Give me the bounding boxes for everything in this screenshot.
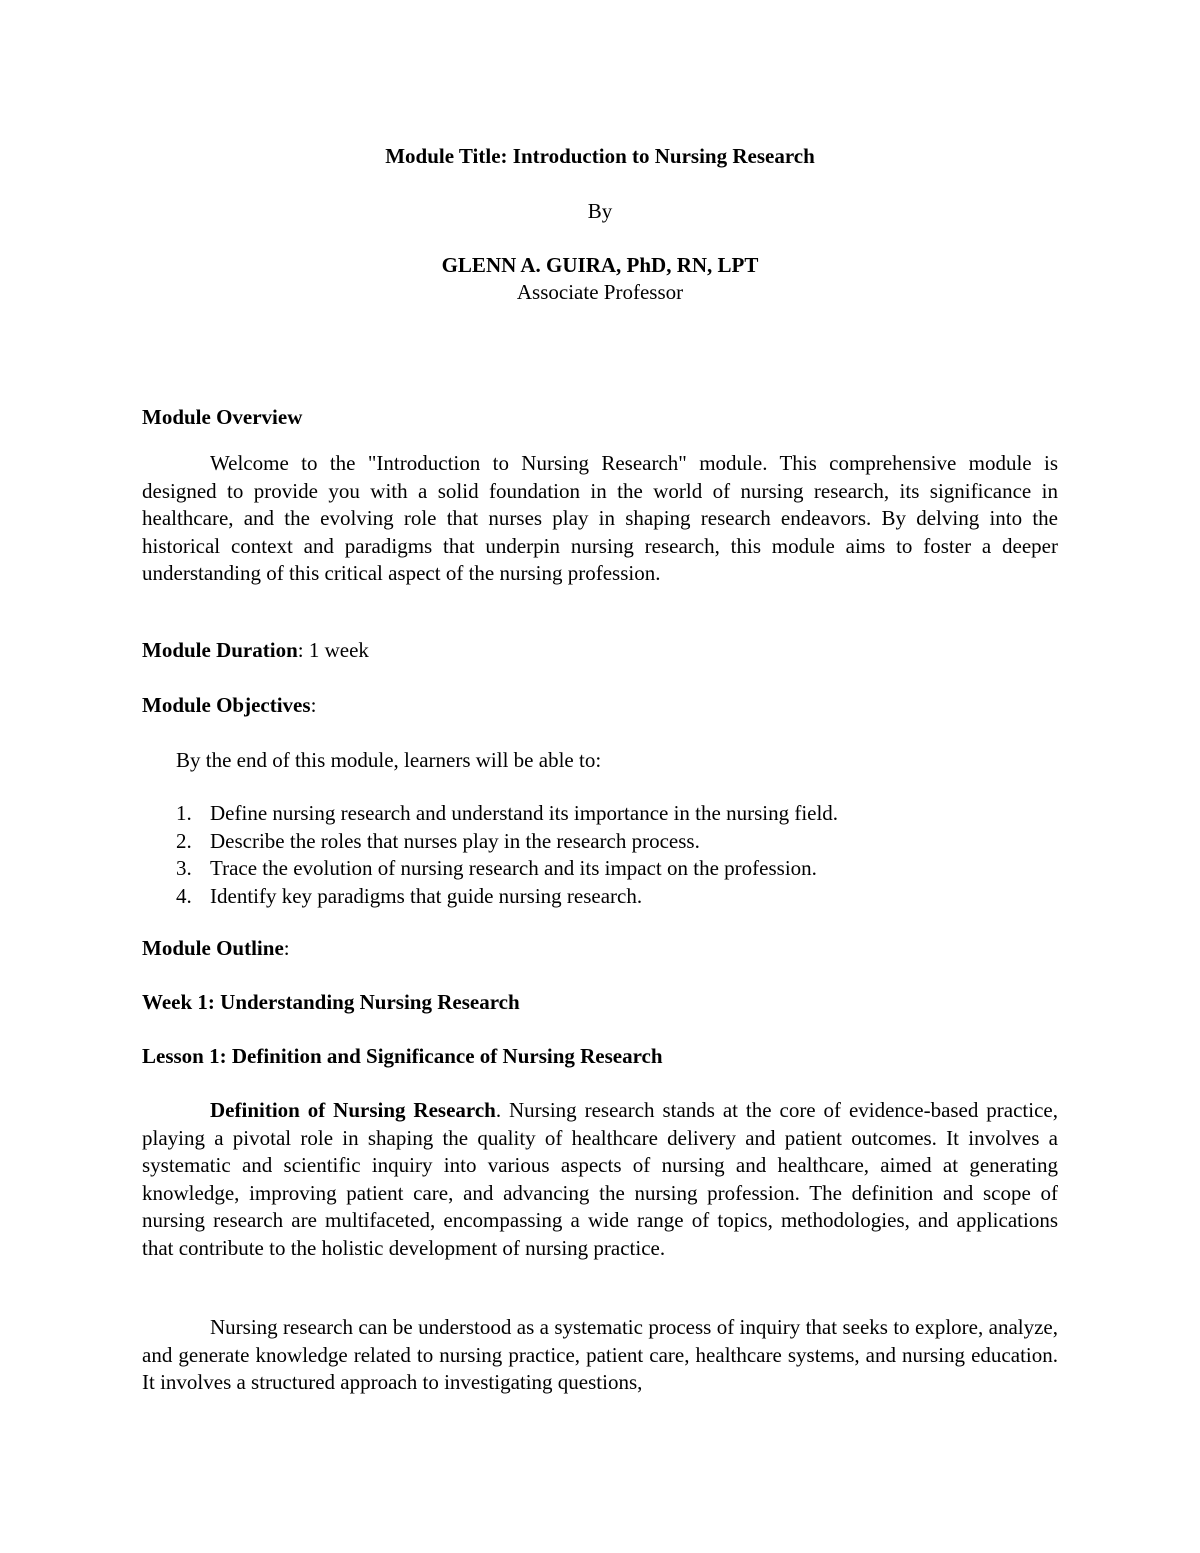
week-heading: Week 1: Understanding Nursing Research — [142, 990, 520, 1014]
module-objectives-heading — [142, 692, 1058, 720]
objectives-list — [142, 800, 1058, 910]
objectives-list-wrapper — [142, 800, 1058, 910]
by-line: By — [587, 199, 613, 223]
lesson-heading: Lesson 1: Definition and Significance of Nursing Research — [142, 1044, 663, 1068]
module-duration — [142, 637, 1058, 665]
list-item: 1. Define nursing research and understand its importance in the nursing field. — [176, 801, 839, 825]
objectives-suffix: : — [310, 693, 317, 717]
module-title: Module Title: Introduction to Nursing Research — [385, 144, 815, 168]
outline-suffix: : — [283, 936, 290, 960]
duration-label: Module Duration — [142, 638, 298, 662]
list-item: 4. Identify key paradigms that guide nursing research. — [176, 883, 643, 908]
module-outline-heading — [142, 935, 1058, 963]
list-item: 3. Trace the evolution of nursing research and its impact on the profession. — [176, 856, 817, 880]
duration-value: : 1 week — [297, 638, 369, 662]
author-name: GLENN A. GUIRA, PhD, RN, LPT — [441, 253, 759, 277]
definition-lead: Definition of Nursing Research — [210, 1098, 496, 1122]
overview-paragraph: Welcome to the "Introduction to Nursing Research" module. This comprehensive module is designed to provide you with a solid foundation in the world of nursing research, its significance in healthcare, and the evolving role that nurses play in shaping research endeavors. By delving into the historical context and paradigms that underpin nursing research, this module aims to foster a deeper understanding of this critical aspect of the nursing profession. — [142, 451, 1058, 585]
objectives-intro: By the end of this module, learners will be able to: — [176, 748, 602, 772]
author-role: Associate Professor — [516, 280, 684, 304]
objectives-label: Module Objectives — [142, 693, 311, 717]
definition-paragraph — [142, 1097, 1058, 1262]
outline-label: Module Outline — [142, 936, 284, 960]
overview-heading: Module Overview — [142, 405, 303, 429]
list-item: 2. Describe the roles that nurses play in the research process. — [176, 828, 700, 853]
definition-text: . Nursing research stands at the core of evidence-based practice, playing a pivotal role in shaping the quality of healthcare delivery and patient outcomes. It involves a systematic and scientific inquiry into various aspects of nursing and healthcare, aimed at generating knowledge, improving patient care, and advancing the nursing profession. The definition and scope of nursing research are multifaceted, encompassing a wide range of topics, methodologies, and applications that contribute to the holistic development of nursing practice. — [142, 1098, 1058, 1260]
nursing-research-paragraph: Nursing research can be understood as a systematic process of inquiry that seeks to explore, analyze, and generate knowledge related to nursing practice, patient care, healthcare systems, and nursing education. It involves a structured approach to investigating questions, — [142, 1315, 1058, 1394]
